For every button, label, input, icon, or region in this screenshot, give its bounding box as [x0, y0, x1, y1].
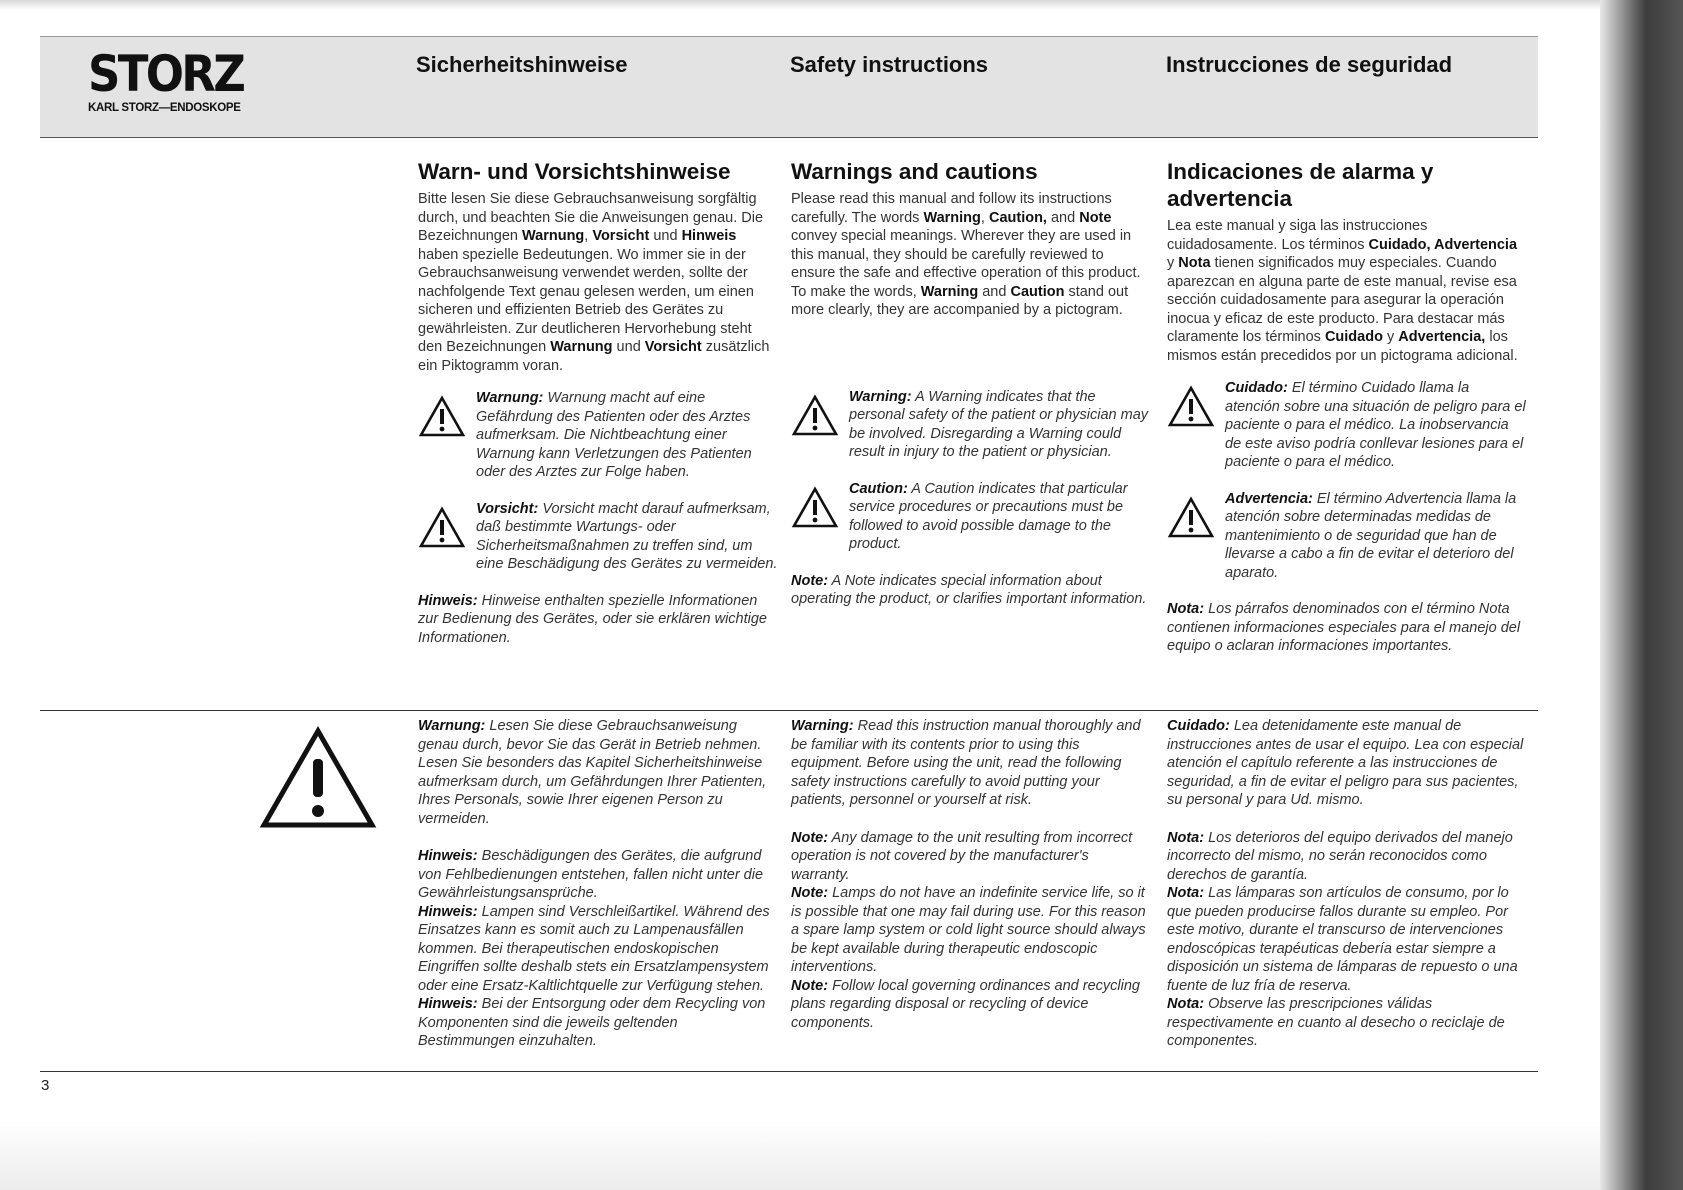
lower-item [791, 829, 1151, 885]
intro-text: und [612, 339, 645, 355]
lower-label: Hinweis: [418, 996, 478, 1012]
caution-label: Advertencia: [1225, 490, 1313, 507]
page-bottom-shadow [0, 1120, 1600, 1190]
lower-text: Lea detenidamente este manual de instrucciones antes de usar el equipo. Lea con especial atención el capítulo referente a las instrucciones de seguridad, a fin de evitar el peligro para sus pacientes, su personal y para Ud. mismo. [1167, 718, 1524, 808]
lower-label: Note: [791, 885, 829, 901]
lower-label: Hinweis: [418, 848, 478, 864]
lower-item [1167, 884, 1527, 995]
column-en-lower [791, 717, 1151, 1032]
intro-text: convey special meanings. Wherever they are used in this manual, they should be carefully reviewed to ensure the safe and effective operation of this product. To make the words, [791, 228, 1141, 300]
storz-logo [88, 45, 258, 114]
lower-label: Note: [791, 977, 829, 994]
page-binding-edge [1600, 0, 1683, 1190]
lower-item [1167, 717, 1527, 810]
lower-text: Lamps do not have an indefinite service life, so it is possible that one may fail during use. For this reason a spare lamp system or cold light source should always be kept available during therapeutic endoscopic interventions. [791, 885, 1146, 975]
lower-text: Los deterioros del equipo derivados del manejo incorrecto del mismo, no serán reconocidos como derechos de garantía. [1167, 829, 1513, 883]
intro-keyword: Advertencia, [1398, 329, 1486, 345]
caution-block [418, 500, 778, 574]
intro-text: , [980, 209, 989, 226]
warning-label: Warnung: [476, 390, 544, 406]
lower-text: Follow local governing ordinances and recycling plans regarding disposal or recycling of device components. [791, 977, 1140, 1031]
intro-text: haben spezielle Bedeutungen. Wo immer sie in der Gebrauchsanweisung verwendet werden, sollte der nachfolgende Text genau gelesen werden, um einen sicheren und effizienten Betrieb des Gerätes zu gewährleisten. Zur deutlicheren Hervorhebung steht den Bezeichnungen [418, 246, 754, 355]
section-title: Warnings and cautions [791, 159, 1038, 184]
intro-keyword: Cuidado, Advertencia [1368, 236, 1518, 253]
warning-text: El término Cuidado llama la atención sobre una situación de peligro para el paciente o para el médico. La inobservancia de este aviso podría conllevar lesiones para el paciente o para el médico. [1225, 380, 1526, 470]
intro-keyword: Nota [1178, 255, 1211, 271]
intro-paragraph [791, 190, 1151, 320]
intro-text: and [978, 283, 1011, 300]
lower-text: Bei der Entsorgung oder dem Recycling von Komponenten sind die jeweils geltenden Bestimmungen einzuhalten. [418, 996, 766, 1049]
lower-label: Warning: [791, 718, 854, 734]
lower-label: Nota: [1167, 996, 1205, 1012]
warning-text: A Warning indicates that the personal safety of the patient or physician may be involved. Disregarding a Warning could result in injury to the patient or physician. [849, 388, 1149, 460]
intro-keyword: Warning [920, 283, 979, 300]
footer-rule [40, 1071, 1538, 1072]
logo-subtitle: KARL STORZ—ENDOSKOPE [88, 102, 241, 114]
warning-block [418, 389, 778, 482]
lower-item [791, 884, 1151, 977]
intro-keyword: Vorsicht [592, 228, 650, 244]
intro-keyword: Note [1079, 209, 1112, 226]
warning-triangle-icon [1167, 496, 1215, 539]
intro-text: tienen significados muy especiales. Cuando aparezcan en alguna parte de este manual, revise esa sección cuidadosamente para asegurar la operación inocua y eficaz de este producto. Para destacar más claramente los términos [1167, 255, 1517, 345]
intro-keyword: Warnung [522, 228, 585, 244]
intro-text: stand out more clearly, they are accompanied by a pictogram. [791, 283, 1129, 318]
intro-text: und [649, 228, 682, 244]
warning-triangle-icon [418, 395, 466, 438]
warning-triangle-icon [258, 725, 378, 831]
note-text: A Note indicates special information about operating the product, or clarifies important information. [791, 572, 1147, 607]
intro-paragraph [1167, 217, 1527, 365]
note-label: Hinweis: [418, 592, 478, 609]
intro-text: los mismos están precedidos por un pictograma adicional. [1167, 329, 1518, 364]
page-number: 3 [41, 1077, 50, 1094]
intro-keyword: Warning [923, 209, 981, 226]
caution-text: El término Advertencia llama la atención sobre determinadas medidas de mantenimiento o de seguridad que han de llevarse a cabo a fin de evitar el deterioro del aparato. [1225, 490, 1517, 581]
column-en-upper [791, 158, 1151, 609]
note-text: Hinweise enthalten spezielle Informationen zur Bedienung des Gerätes, oder sie erklären wichtige Informationen. [418, 592, 767, 646]
intro-keyword: Caution, [988, 209, 1047, 226]
intro-keyword: Caution [1010, 283, 1065, 300]
caution-text: A Caution indicates that particular service procedures or precautions must be followed to avoid possible damage to the product. [849, 480, 1128, 552]
caution-label: Caution: [849, 480, 908, 497]
intro-keyword: Warnung [550, 339, 613, 355]
note-label: Note: [791, 572, 829, 589]
column-de-lower [418, 717, 778, 1051]
warning-label: Cuidado: [1225, 380, 1288, 396]
intro-text: y [1382, 329, 1399, 345]
intro-text: zusätzlich ein Piktogramm voran. [418, 339, 770, 374]
lower-item [418, 717, 778, 828]
warning-label: Warning: [849, 388, 912, 405]
page-top-shadow [0, 0, 1600, 10]
intro-keyword: Hinweis [681, 228, 737, 244]
header-title-de: Sicherheitshinweise [416, 52, 628, 77]
column-es-lower [1167, 717, 1527, 1051]
note-paragraph [1167, 600, 1527, 656]
lower-label: Cuidado: [1167, 718, 1230, 734]
warning-block [791, 388, 1151, 462]
warning-triangle-icon [791, 486, 839, 529]
intro-text: y [1167, 255, 1179, 271]
lower-label: Nota: [1167, 829, 1205, 846]
warning-text: Warnung macht auf eine Gefährdung des Patienten oder des Arztes aufmerksam. Die Nichtbeachtung einer Warnung kann Verletzungen des Patienten oder des Arztes zur Folge haben. [476, 390, 752, 480]
lower-text: Beschädigungen des Gerätes, die aufgrund von Fehlbedienungen entstehen, fallen nicht unter die Gewährleistungsansprüche. [418, 848, 764, 901]
lower-item [418, 847, 778, 903]
intro-text: , [584, 228, 593, 244]
lower-item [791, 977, 1151, 1033]
lower-text: Read this instruction manual thoroughly and be familiar with its contents prior to using this equipment. Before using the unit, read the following safety instructions carefully to avoid putting your patients, personnel or yourself at risk. [791, 718, 1141, 808]
intro-text: Please read this manual and follow its instructions carefully. The words [791, 191, 1112, 226]
warning-triangle-icon [791, 394, 839, 437]
intro-text: Bitte lesen Sie diese Gebrauchsanweisung sorgfältig durch, und beachten Sie die Anweisungen genau. Die Bezeichnungen [418, 191, 764, 244]
lower-label: Nota: [1167, 885, 1205, 901]
caution-text: Vorsicht macht darauf aufmerksam, daß bestimmte Wartungs- oder Sicherheitsmaßnahmen zu treffen sind, um eine Beschädigung des Gerätes zu vermeiden. [476, 500, 778, 572]
caution-label: Vorsicht: [476, 500, 539, 517]
header-title-es: Instrucciones de seguridad [1166, 52, 1453, 77]
lower-text: Any damage to the unit resulting from incorrect operation is not covered by the manufacturer's warranty. [791, 829, 1133, 883]
warning-block [1167, 379, 1527, 472]
header-title-en: Safety instructions [790, 52, 989, 77]
logo-wordmark: STORZ [88, 45, 244, 103]
section-divider [40, 710, 1538, 711]
intro-paragraph [418, 190, 778, 375]
note-text: Los párrafos denominados con el término Nota contienen informaciones especiales para el manejo del equipo o aclaran informaciones importantes. [1167, 601, 1521, 654]
intro-text: Lea este manual y siga las instrucciones cuidadosamente. Los términos [1167, 218, 1428, 253]
intro-keyword: Cuidado [1324, 329, 1383, 345]
caution-block [1167, 490, 1527, 583]
warning-triangle-icon [418, 506, 466, 549]
lower-item [791, 717, 1151, 810]
lower-label: Hinweis: [418, 903, 478, 920]
lower-text: Observe las prescripciones válidas respectivamente en cuanto al desecho o reciclaje de componentes. [1167, 996, 1505, 1049]
caution-block [791, 480, 1151, 554]
lower-text: Las lámparas son artículos de consumo, por lo que pueden producirse fallos durante su empleo. Por este motivo, durante el transcurso de intervenciones endoscópicas terapéuticas debería estar siempre a disposición un sistema de lámparas de repuesto o una fuente de luz fría de reserva. [1167, 885, 1518, 994]
warning-triangle-icon [1167, 385, 1215, 428]
section-title: Warn- und Vorsichtshinweise [418, 159, 731, 184]
lower-label: Note: [791, 829, 829, 846]
lower-label: Warnung: [418, 718, 486, 734]
lower-item [418, 903, 778, 996]
note-paragraph [791, 572, 1151, 609]
note-paragraph [418, 592, 778, 648]
intro-text: and [1046, 209, 1080, 226]
note-label: Nota: [1167, 601, 1205, 617]
lower-text: Lesen Sie diese Gebrauchsanweisung genau durch, bevor Sie das Gerät in Betrieb nehmen. Lesen Sie besonders das Kapitel Sicherheitshinweise aufmerksam durch, um Gefährdungen Ihrer Patienten, Ihres Personals, sowie Ihrer eigenen Person zu vermeiden. [418, 718, 767, 827]
lower-item [1167, 829, 1527, 885]
column-es-upper [1167, 158, 1527, 656]
lower-text: Lampen sind Verschleißartikel. Während des Einsatzes kann es somit auch zu Lampenausfällen kommen. Bei therapeutischen endoskopischen Eingriffen sollte deshalb stets ein Ersatzlampensystem oder eine Ersatz-Kaltlichtquelle zur Verfügung stehen. [418, 903, 770, 994]
intro-keyword: Vorsicht [644, 339, 702, 355]
section-title: Indicaciones de alarma y advertencia [1167, 159, 1434, 211]
lower-item [418, 995, 778, 1051]
large-warning [258, 725, 378, 836]
column-de-upper [418, 158, 778, 647]
lower-item [1167, 995, 1527, 1051]
